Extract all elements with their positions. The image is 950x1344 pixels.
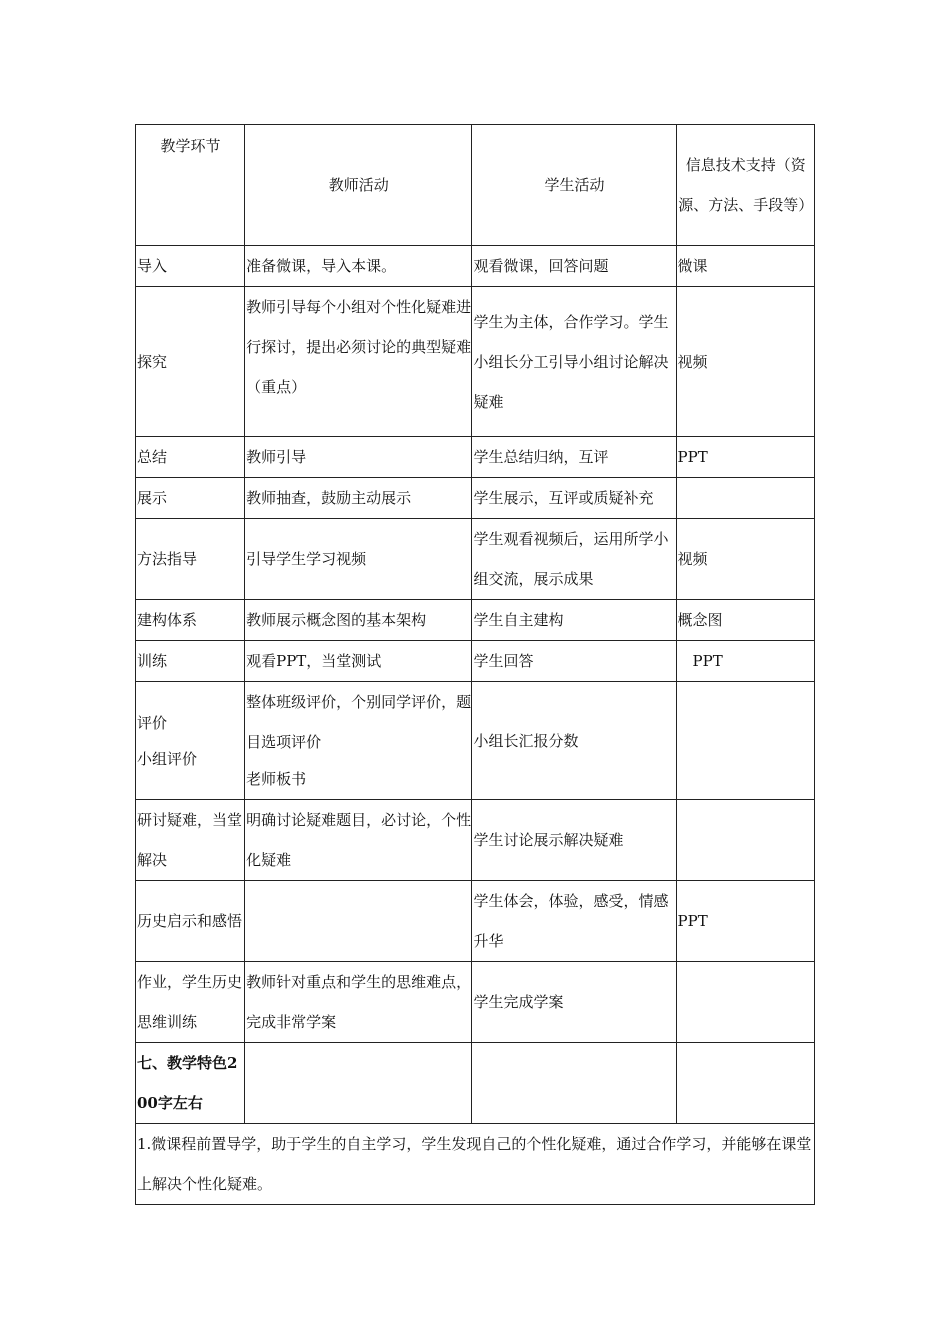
- cell-teacher: 教师引导每个小组对个性化疑难进行探讨，提出必须讨论的典型疑难（重点）: [245, 287, 472, 437]
- cell-tech: 视频: [676, 287, 814, 437]
- cell-tech: [676, 682, 814, 800]
- cell-student: 学生总结归纳，互评: [472, 437, 676, 478]
- table-row: [136, 800, 815, 881]
- empty-cell: [245, 1043, 472, 1124]
- cell-student: 学生体会，体验，感受，情感升华: [472, 881, 676, 962]
- cell-tech: [676, 962, 814, 1043]
- cell-teacher: 教师针对重点和学生的思维难点，完成非常学案: [245, 962, 472, 1043]
- table-row: [136, 600, 815, 641]
- cell-stage: 展示: [136, 478, 245, 519]
- feature-body-row: [136, 1124, 815, 1205]
- cell-tech: PPT: [676, 641, 814, 682]
- cell-stage: 探究: [136, 287, 245, 437]
- stage-line: 小组评价: [137, 749, 198, 768]
- cell-tech: PPT: [676, 881, 814, 962]
- table-row: [136, 641, 815, 682]
- cell-teacher: 明确讨论疑难题目，必讨论，个性化疑难: [245, 800, 472, 881]
- cell-tech: 微课: [676, 246, 814, 287]
- cell-student: 学生讨论展示解决疑难: [472, 800, 676, 881]
- table-row: [136, 962, 815, 1043]
- table-row: [136, 881, 815, 962]
- lesson-plan-table: [135, 124, 815, 1205]
- table-row: [136, 246, 815, 287]
- cell-student: 学生为主体，合作学习。学生小组长分工引导小组讨论解决疑难: [472, 287, 676, 437]
- cell-stage: 历史启示和感悟: [136, 881, 245, 962]
- cell-teacher: 教师引导: [245, 437, 472, 478]
- cell-stage: 导入: [136, 246, 245, 287]
- cell-stage: 作业，学生历史思维训练: [136, 962, 245, 1043]
- cell-teacher: 准备微课，导入本课。: [245, 246, 472, 287]
- cell-stage: [136, 682, 245, 800]
- cell-student: 学生完成学案: [472, 962, 676, 1043]
- table-row: [136, 287, 815, 437]
- cell-teacher: 引导学生学习视频: [245, 519, 472, 600]
- table-row: [136, 478, 815, 519]
- feature-body: 1.微课程前置导学，助于学生的自主学习，学生发现自己的个性化疑难，通过合作学习，并能够在课堂上解决个性化疑难。: [136, 1124, 815, 1205]
- cell-stage: 方法指导: [136, 519, 245, 600]
- header-teacher: 教师活动: [245, 125, 472, 246]
- cell-tech: [676, 800, 814, 881]
- feature-row: [136, 1043, 815, 1124]
- cell-tech: 概念图: [676, 600, 814, 641]
- cell-student: 学生展示，互评或质疑补充: [472, 478, 676, 519]
- table-row: [136, 437, 815, 478]
- empty-cell: [676, 1043, 814, 1124]
- cell-stage: 研讨疑难，当堂解决: [136, 800, 245, 881]
- cell-teacher: 观看PPT，当堂测试: [245, 641, 472, 682]
- cell-tech: PPT: [676, 437, 814, 478]
- stage-line: 评价: [137, 713, 168, 732]
- header-row: [136, 125, 815, 246]
- table-row: [136, 682, 815, 800]
- cell-stage: 总结: [136, 437, 245, 478]
- cell-stage: 训练: [136, 641, 245, 682]
- header-student: 学生活动: [472, 125, 676, 246]
- cell-student: 学生回答: [472, 641, 676, 682]
- cell-stage: 建构体系: [136, 600, 245, 641]
- feature-title: 七、教学特色200字左右: [136, 1043, 245, 1124]
- cell-student: 观看微课，回答问题: [472, 246, 676, 287]
- cell-student: 学生自主建构: [472, 600, 676, 641]
- teacher-line: 整体班级评价，个别同学评价，题目选项评价: [246, 693, 472, 751]
- table-row: [136, 519, 815, 600]
- cell-tech: 视频: [676, 519, 814, 600]
- header-stage: 教学环节: [136, 125, 245, 246]
- cell-student: 小组长汇报分数: [472, 682, 676, 800]
- header-tech: 信息技术支持（资源、方法、手段等）: [676, 125, 814, 246]
- cell-teacher: 教师展示概念图的基本架构: [245, 600, 472, 641]
- cell-teacher: [245, 682, 472, 800]
- empty-cell: [472, 1043, 676, 1124]
- cell-tech: [676, 478, 814, 519]
- cell-teacher: 教师抽查，鼓励主动展示: [245, 478, 472, 519]
- cell-student: 学生观看视频后，运用所学小组交流，展示成果: [472, 519, 676, 600]
- cell-teacher: [245, 881, 472, 962]
- teacher-line: 老师板书: [246, 770, 307, 788]
